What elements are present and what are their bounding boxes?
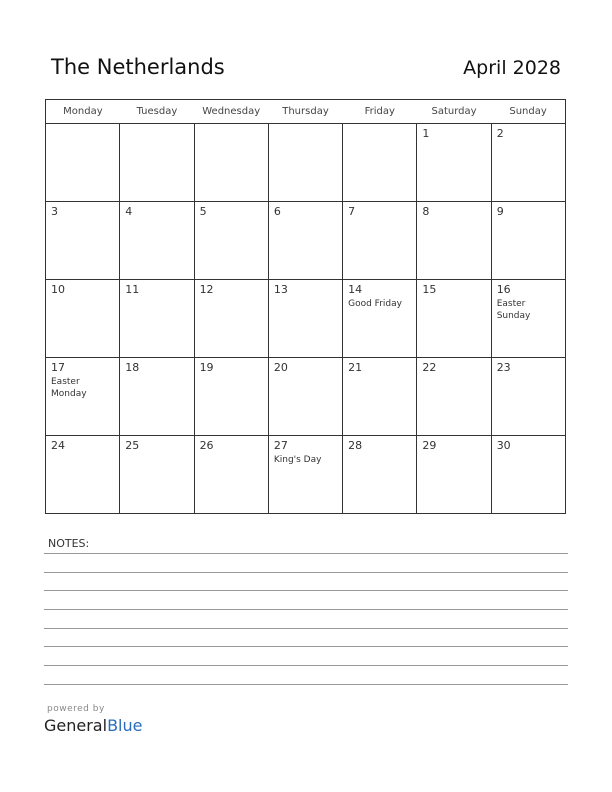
calendar-day-cell[interactable] bbox=[46, 436, 120, 514]
day-number: 25 bbox=[125, 439, 140, 452]
weekday-saturday: Saturday bbox=[417, 100, 491, 124]
calendar-day-cell[interactable] bbox=[46, 124, 120, 202]
weekday-friday: Friday bbox=[343, 100, 417, 124]
holiday-label: King's Day bbox=[273, 455, 322, 465]
calendar-day-cell[interactable] bbox=[194, 124, 268, 202]
calendar-day-cell[interactable] bbox=[417, 358, 491, 436]
calendar-day-cell[interactable] bbox=[491, 202, 565, 280]
calendar-day-cell[interactable] bbox=[268, 280, 342, 358]
day-number: 4 bbox=[125, 205, 133, 218]
notes-label: NOTES: bbox=[48, 537, 90, 550]
calendar-day-cell[interactable] bbox=[491, 280, 565, 358]
day-number: 15 bbox=[422, 283, 437, 296]
calendar-day-cell[interactable] bbox=[194, 358, 268, 436]
calendar-day-cell[interactable] bbox=[417, 124, 491, 202]
calendar-day-cell[interactable] bbox=[417, 436, 491, 514]
calendar-day-cell[interactable] bbox=[343, 202, 417, 280]
calendar-day-cell[interactable] bbox=[268, 202, 342, 280]
notes-line bbox=[44, 684, 568, 685]
day-number: 5 bbox=[199, 205, 207, 218]
day-number: 7 bbox=[348, 205, 356, 218]
day-number: 23 bbox=[496, 361, 511, 374]
calendar-day-cell[interactable] bbox=[46, 202, 120, 280]
day-number: 2 bbox=[496, 127, 504, 140]
day-number: 12 bbox=[199, 283, 214, 296]
day-number: 13 bbox=[273, 283, 288, 296]
day-number bbox=[269, 124, 342, 140]
day-number: 14 bbox=[348, 283, 363, 296]
brand-blue: Blue bbox=[107, 716, 143, 735]
calendar-day-cell[interactable] bbox=[343, 124, 417, 202]
calendar-day-cell[interactable] bbox=[268, 358, 342, 436]
day-number: 10 bbox=[51, 283, 65, 296]
day-number: 11 bbox=[125, 283, 140, 296]
notes-line bbox=[44, 590, 568, 591]
day-number: 18 bbox=[125, 361, 140, 374]
calendar-day-cell[interactable] bbox=[343, 358, 417, 436]
calendar-day-cell[interactable] bbox=[268, 436, 342, 514]
day-number: 30 bbox=[496, 439, 511, 452]
day-number: 19 bbox=[199, 361, 214, 374]
calendar-day-cell[interactable] bbox=[417, 202, 491, 280]
calendar-day-cell[interactable] bbox=[343, 280, 417, 358]
powered-by-text: powered by bbox=[47, 704, 105, 714]
calendar-day-cell[interactable] bbox=[268, 124, 342, 202]
calendar-week-row bbox=[46, 124, 566, 202]
calendar-week-row bbox=[46, 436, 566, 514]
generalblue-logo[interactable] bbox=[44, 716, 142, 735]
day-number bbox=[120, 124, 193, 140]
notes-line bbox=[44, 665, 568, 666]
calendar-day-cell[interactable] bbox=[120, 280, 194, 358]
calendar-grid bbox=[45, 99, 566, 514]
calendar-week-row bbox=[46, 358, 566, 436]
calendar-day-cell[interactable] bbox=[417, 280, 491, 358]
day-number bbox=[46, 124, 119, 140]
day-number: 24 bbox=[51, 439, 65, 452]
calendar-day-cell[interactable] bbox=[491, 358, 565, 436]
weekday-header-row bbox=[46, 100, 566, 124]
weekday-sunday: Sunday bbox=[491, 100, 565, 124]
weekday-tuesday: Tuesday bbox=[120, 100, 194, 124]
day-number: 22 bbox=[422, 361, 437, 374]
day-number: 27 bbox=[273, 439, 288, 452]
calendar-day-cell[interactable] bbox=[46, 358, 120, 436]
weekday-monday: Monday bbox=[46, 100, 120, 124]
calendar-week-row bbox=[46, 280, 566, 358]
day-number: 6 bbox=[273, 205, 281, 218]
calendar-day-cell[interactable] bbox=[120, 124, 194, 202]
day-number: 21 bbox=[348, 361, 363, 374]
calendar-day-cell[interactable] bbox=[120, 358, 194, 436]
calendar-day-cell[interactable] bbox=[194, 436, 268, 514]
calendar-day-cell[interactable] bbox=[120, 436, 194, 514]
day-number: 8 bbox=[422, 205, 430, 218]
day-number: 28 bbox=[348, 439, 363, 452]
calendar-day-cell[interactable] bbox=[194, 280, 268, 358]
day-number: 20 bbox=[273, 361, 288, 374]
day-number: 26 bbox=[199, 439, 214, 452]
notes-line bbox=[44, 553, 568, 554]
notes-line bbox=[44, 646, 568, 647]
calendar-day-cell[interactable] bbox=[491, 436, 565, 514]
weekday-wednesday: Wednesday bbox=[194, 100, 268, 124]
calendar-title: The Netherlands bbox=[51, 55, 225, 79]
calendar-day-cell[interactable] bbox=[194, 202, 268, 280]
day-number: 1 bbox=[422, 127, 430, 140]
day-number bbox=[343, 124, 416, 140]
notes-line bbox=[44, 609, 568, 610]
weekday-thursday: Thursday bbox=[268, 100, 342, 124]
calendar-week-row bbox=[46, 202, 566, 280]
day-number: 17 bbox=[51, 361, 65, 374]
calendar-day-cell[interactable] bbox=[491, 124, 565, 202]
day-number: 16 bbox=[496, 283, 511, 296]
holiday-label: Easter Monday bbox=[51, 377, 87, 399]
calendar-day-cell[interactable] bbox=[120, 202, 194, 280]
calendar-day-cell[interactable] bbox=[46, 280, 120, 358]
holiday-label: Easter Sunday bbox=[496, 299, 531, 321]
notes-line bbox=[44, 628, 568, 629]
calendar-day-cell[interactable] bbox=[343, 436, 417, 514]
day-number bbox=[195, 124, 268, 140]
calendar-month: April 2028 bbox=[463, 57, 561, 79]
brand-general: General bbox=[44, 716, 108, 735]
notes-line bbox=[44, 572, 568, 573]
holiday-label: Good Friday bbox=[348, 299, 402, 309]
day-number: 9 bbox=[496, 205, 504, 218]
day-number: 3 bbox=[51, 205, 58, 218]
day-number: 29 bbox=[422, 439, 437, 452]
